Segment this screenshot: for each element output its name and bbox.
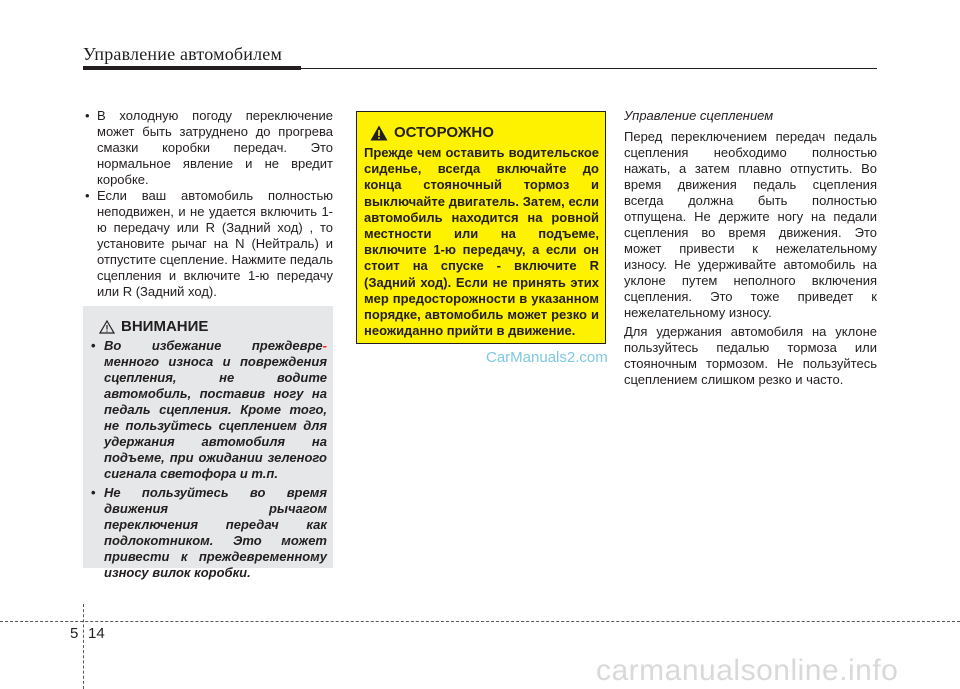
caution-triangle-icon (99, 320, 115, 334)
caution-text: Во избежание преждевре (104, 338, 323, 353)
bullet-item (83, 108, 333, 188)
caution-title: ВНИМАНИЕ (121, 318, 209, 335)
bullet-text: Если ваш автомобиль полностью неподвижен, и не удается включить 1-ю передачу или R (Задний ход) , то установите рычаг на N (Нейтраль) и отпустите сцепление. Нажмите педаль сцепления и включите 1-ю передачу или R (Задний ход). (97, 188, 333, 299)
hyphen-mark: - (322, 338, 327, 353)
warning-heading (364, 124, 599, 141)
bullet-dot: • (85, 188, 90, 203)
warning-text: Прежде чем оставить водительское сиденье, всегда включайте до конца стояночный тормоз и выключайте двигатель. Затем, если автомобиль находится на ровной местности или на подъеме, включите 1-ю передачу, а если он стоит на спуске - включите R (Задний ход). Если не принять этих мер предосторожности в указанном порядке, автомобиль может резко и неожиданно прийти в движение. (364, 145, 599, 339)
caution-box (83, 306, 333, 580)
right-column (624, 108, 877, 391)
section-number: 5 (70, 625, 79, 642)
bullet-dot: • (91, 485, 96, 500)
caution-text-rest: менного износа и повреждения сцепления, не водите автомобиль, поставив ногу на педаль сцепления. Кроме того, не пользуйтесь сцеплением для удержания автомобиля на подъеме, при ожидании зеленого сигнала светофора и т.п. (104, 354, 327, 481)
warning-triangle-icon (370, 125, 388, 141)
header-title: Управление автомобилем (83, 44, 283, 64)
caution-heading (91, 318, 327, 335)
watermark-text[interactable]: CarManuals2.com (486, 349, 608, 366)
header-rule-thin (301, 68, 877, 69)
footer-vertical-rule (83, 604, 84, 689)
caution-item (91, 338, 327, 482)
bullet-item (83, 188, 333, 300)
bullet-text: В холодную погоду переключение может быть затруднено до прогрева смазки коробки передач. Это нормальное явление и не вредит коробке. (97, 108, 333, 187)
warning-box (356, 111, 606, 344)
paragraph: Перед переключением передач педаль сцепления необходимо полностью нажать, а затем плавно отпустить. Во время движения педаль сцепления всегда должна быть полностью отпущена. Не держите ногу на педали сцепления во время движения. Это может привести к нежелательному износу. Не удерживайте автомобиль на уклоне путем неполного включения сцепления. Это тоже приведет к нежелательному износу. (624, 129, 877, 320)
header-rule-thick (83, 66, 301, 70)
bullet-dot: • (91, 338, 96, 353)
section-subtitle: Управление сцеплением (624, 108, 774, 123)
caution-text: Не пользуйтесь во время движения рычагом переключения передач как подлокотником. Это может привести к преждевременному износу вилок коробки. (104, 485, 327, 580)
warning-title: ОСТОРОЖНО (394, 124, 494, 141)
caution-item (91, 485, 327, 581)
paragraph: Для удержания автомобиля на уклоне пользуйтесь педалью тормоза или стояночным тормозом. Не пользуйтесь сцеплением слишком резко и часто. (624, 324, 877, 387)
footer-rule (0, 621, 960, 622)
page-number: 14 (88, 625, 105, 642)
site-watermark: carmanualsonline.info (596, 654, 899, 687)
left-column (83, 108, 333, 300)
bullet-dot: • (85, 108, 90, 123)
